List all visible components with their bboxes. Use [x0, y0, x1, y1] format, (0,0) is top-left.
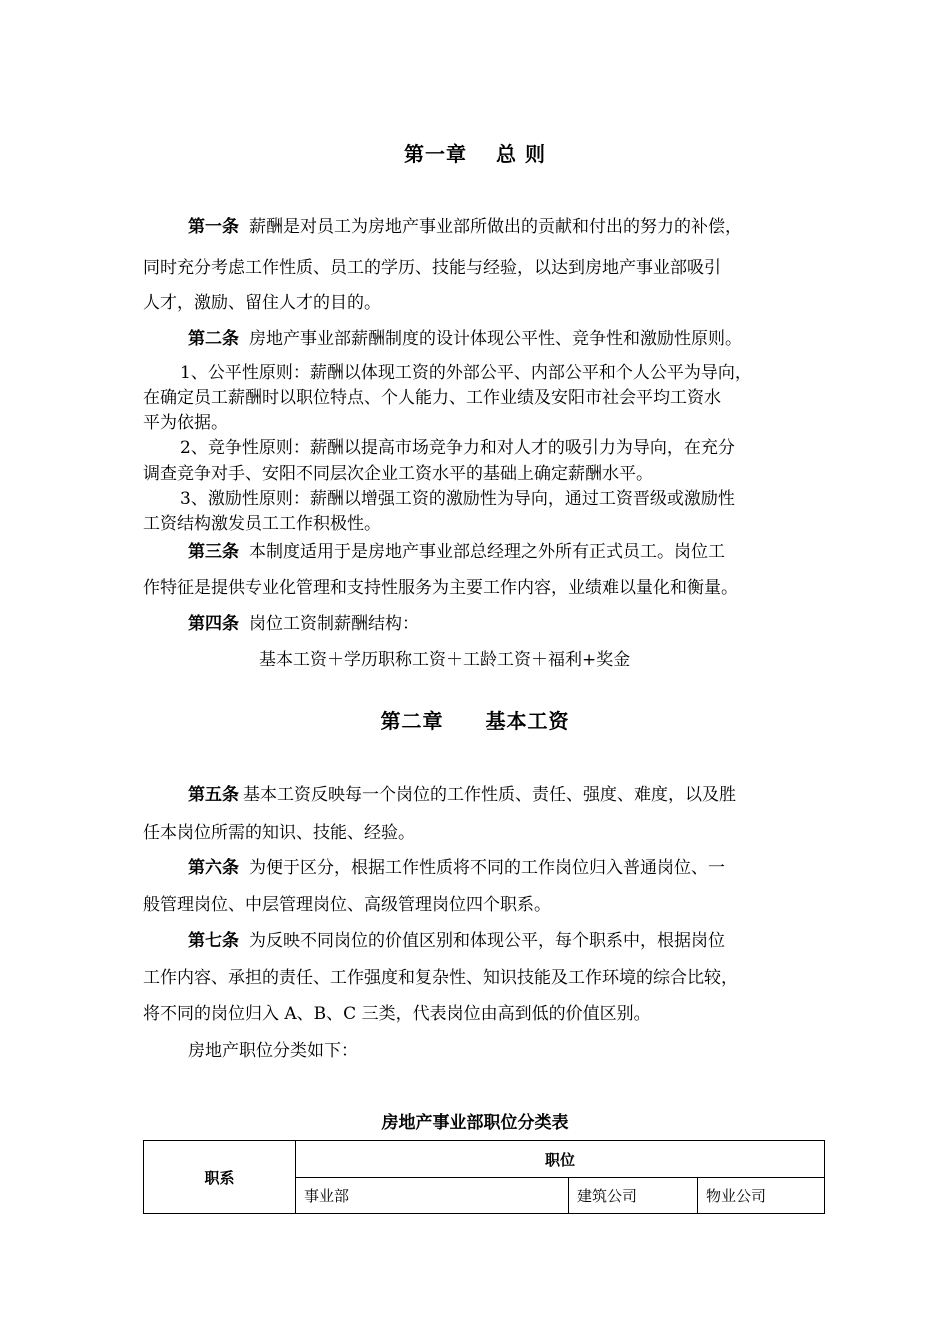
chapter-2-title: 第二章 基本工资 [380, 709, 570, 733]
principle-3-line-1: 3、激励性原则：薪酬以增强工资的激励性为导向，通过工资晋级或激励性 [180, 489, 735, 509]
article-7-line-1: 第七条 为反映不同岗位的价值区别和体现公平，每个职系中，根据岗位 [188, 931, 725, 951]
article-3-line-2: 作特征是提供专业化管理和支持性服务为主要工作内容，业绩难以量化和衡量。 [143, 578, 738, 598]
article-5-label: 第五条 [188, 785, 239, 805]
article-6-label: 第六条 [188, 858, 239, 878]
principle-1-line-2: 在确定员工薪酬时以职位特点、个人能力、工作业绩及安阳市社会平均工资水 [143, 388, 721, 408]
article-3-label: 第三条 [188, 542, 239, 562]
article-4-label: 第四条 [188, 614, 239, 634]
subheader-division: 事业部 [296, 1178, 569, 1214]
table-header-row [144, 1141, 825, 1178]
article-6-line-2: 般管理岗位、中层管理岗位、高级管理岗位四个职系。 [143, 895, 551, 915]
article-4: 第四条 岗位工资制薪酬结构： [188, 614, 419, 634]
chapter-1-title: 第一章 总 则 [404, 142, 546, 166]
article-1-line-1: 第一条 薪酬是对员工为房地产事业部所做出的贡献和付出的努力的补偿， [188, 217, 742, 237]
article-7-line-3: 将不同的岗位归入 A、B、C 三类，代表岗位由高到低的价值区别。 [143, 1004, 651, 1024]
table-title: 房地产事业部职位分类表 [381, 1113, 569, 1133]
table-intro: 房地产职位分类如下： [188, 1041, 358, 1061]
article-5-line-2: 任本岗位所需的知识、技能、经验。 [143, 823, 415, 843]
salary-formula: 基本工资＋学历职称工资＋工龄工资＋福利+奖金 [259, 650, 631, 670]
article-1-line-2: 同时充分考虑工作性质、员工的学历、技能与经验，以达到房地产事业部吸引 [143, 258, 721, 278]
article-6-line-1: 第六条 为便于区分，根据工作性质将不同的工作岗位归入普通岗位、一 [188, 858, 725, 878]
article-1-label: 第一条 [188, 217, 239, 237]
article-2: 第二条 房地产事业部薪酬制度的设计体现公平性、竞争性和激励性原则。 [188, 329, 742, 349]
subheader-property: 物业公司 [698, 1178, 825, 1214]
article-1-line-3: 人才，激励、留住人才的目的。 [143, 293, 381, 313]
header-position: 职位 [296, 1141, 825, 1178]
header-job-family: 职系 [144, 1141, 296, 1214]
principle-1-line-3: 平为依据。 [143, 413, 228, 433]
position-classification-table [143, 1140, 825, 1214]
principle-1-line-1: 1、公平性原则：薪酬以体现工资的外部公平、内部公平和个人公平为导向， [180, 363, 752, 383]
principle-3-line-2: 工资结构激发员工工作积极性。 [143, 514, 381, 534]
subheader-construction: 建筑公司 [569, 1178, 698, 1214]
principle-2-line-2: 调查竞争对手、安阳不同层次企业工资水平的基础上确定薪酬水平。 [143, 464, 653, 484]
principle-2-line-1: 2、竞争性原则：薪酬以提高市场竞争力和对人才的吸引力为导向，在充分 [180, 438, 735, 458]
article-2-label: 第二条 [188, 329, 239, 349]
article-7-label: 第七条 [188, 931, 239, 951]
article-3-line-1: 第三条 本制度适用于是房地产事业部总经理之外所有正式员工。岗位工 [188, 542, 725, 562]
article-5-line-1: 第五条 基本工资反映每一个岗位的工作性质、责任、强度、难度，以及胜 [188, 785, 736, 805]
article-7-line-2: 工作内容、承担的责任、工作强度和复杂性、知识技能及工作环境的综合比较， [143, 968, 738, 988]
